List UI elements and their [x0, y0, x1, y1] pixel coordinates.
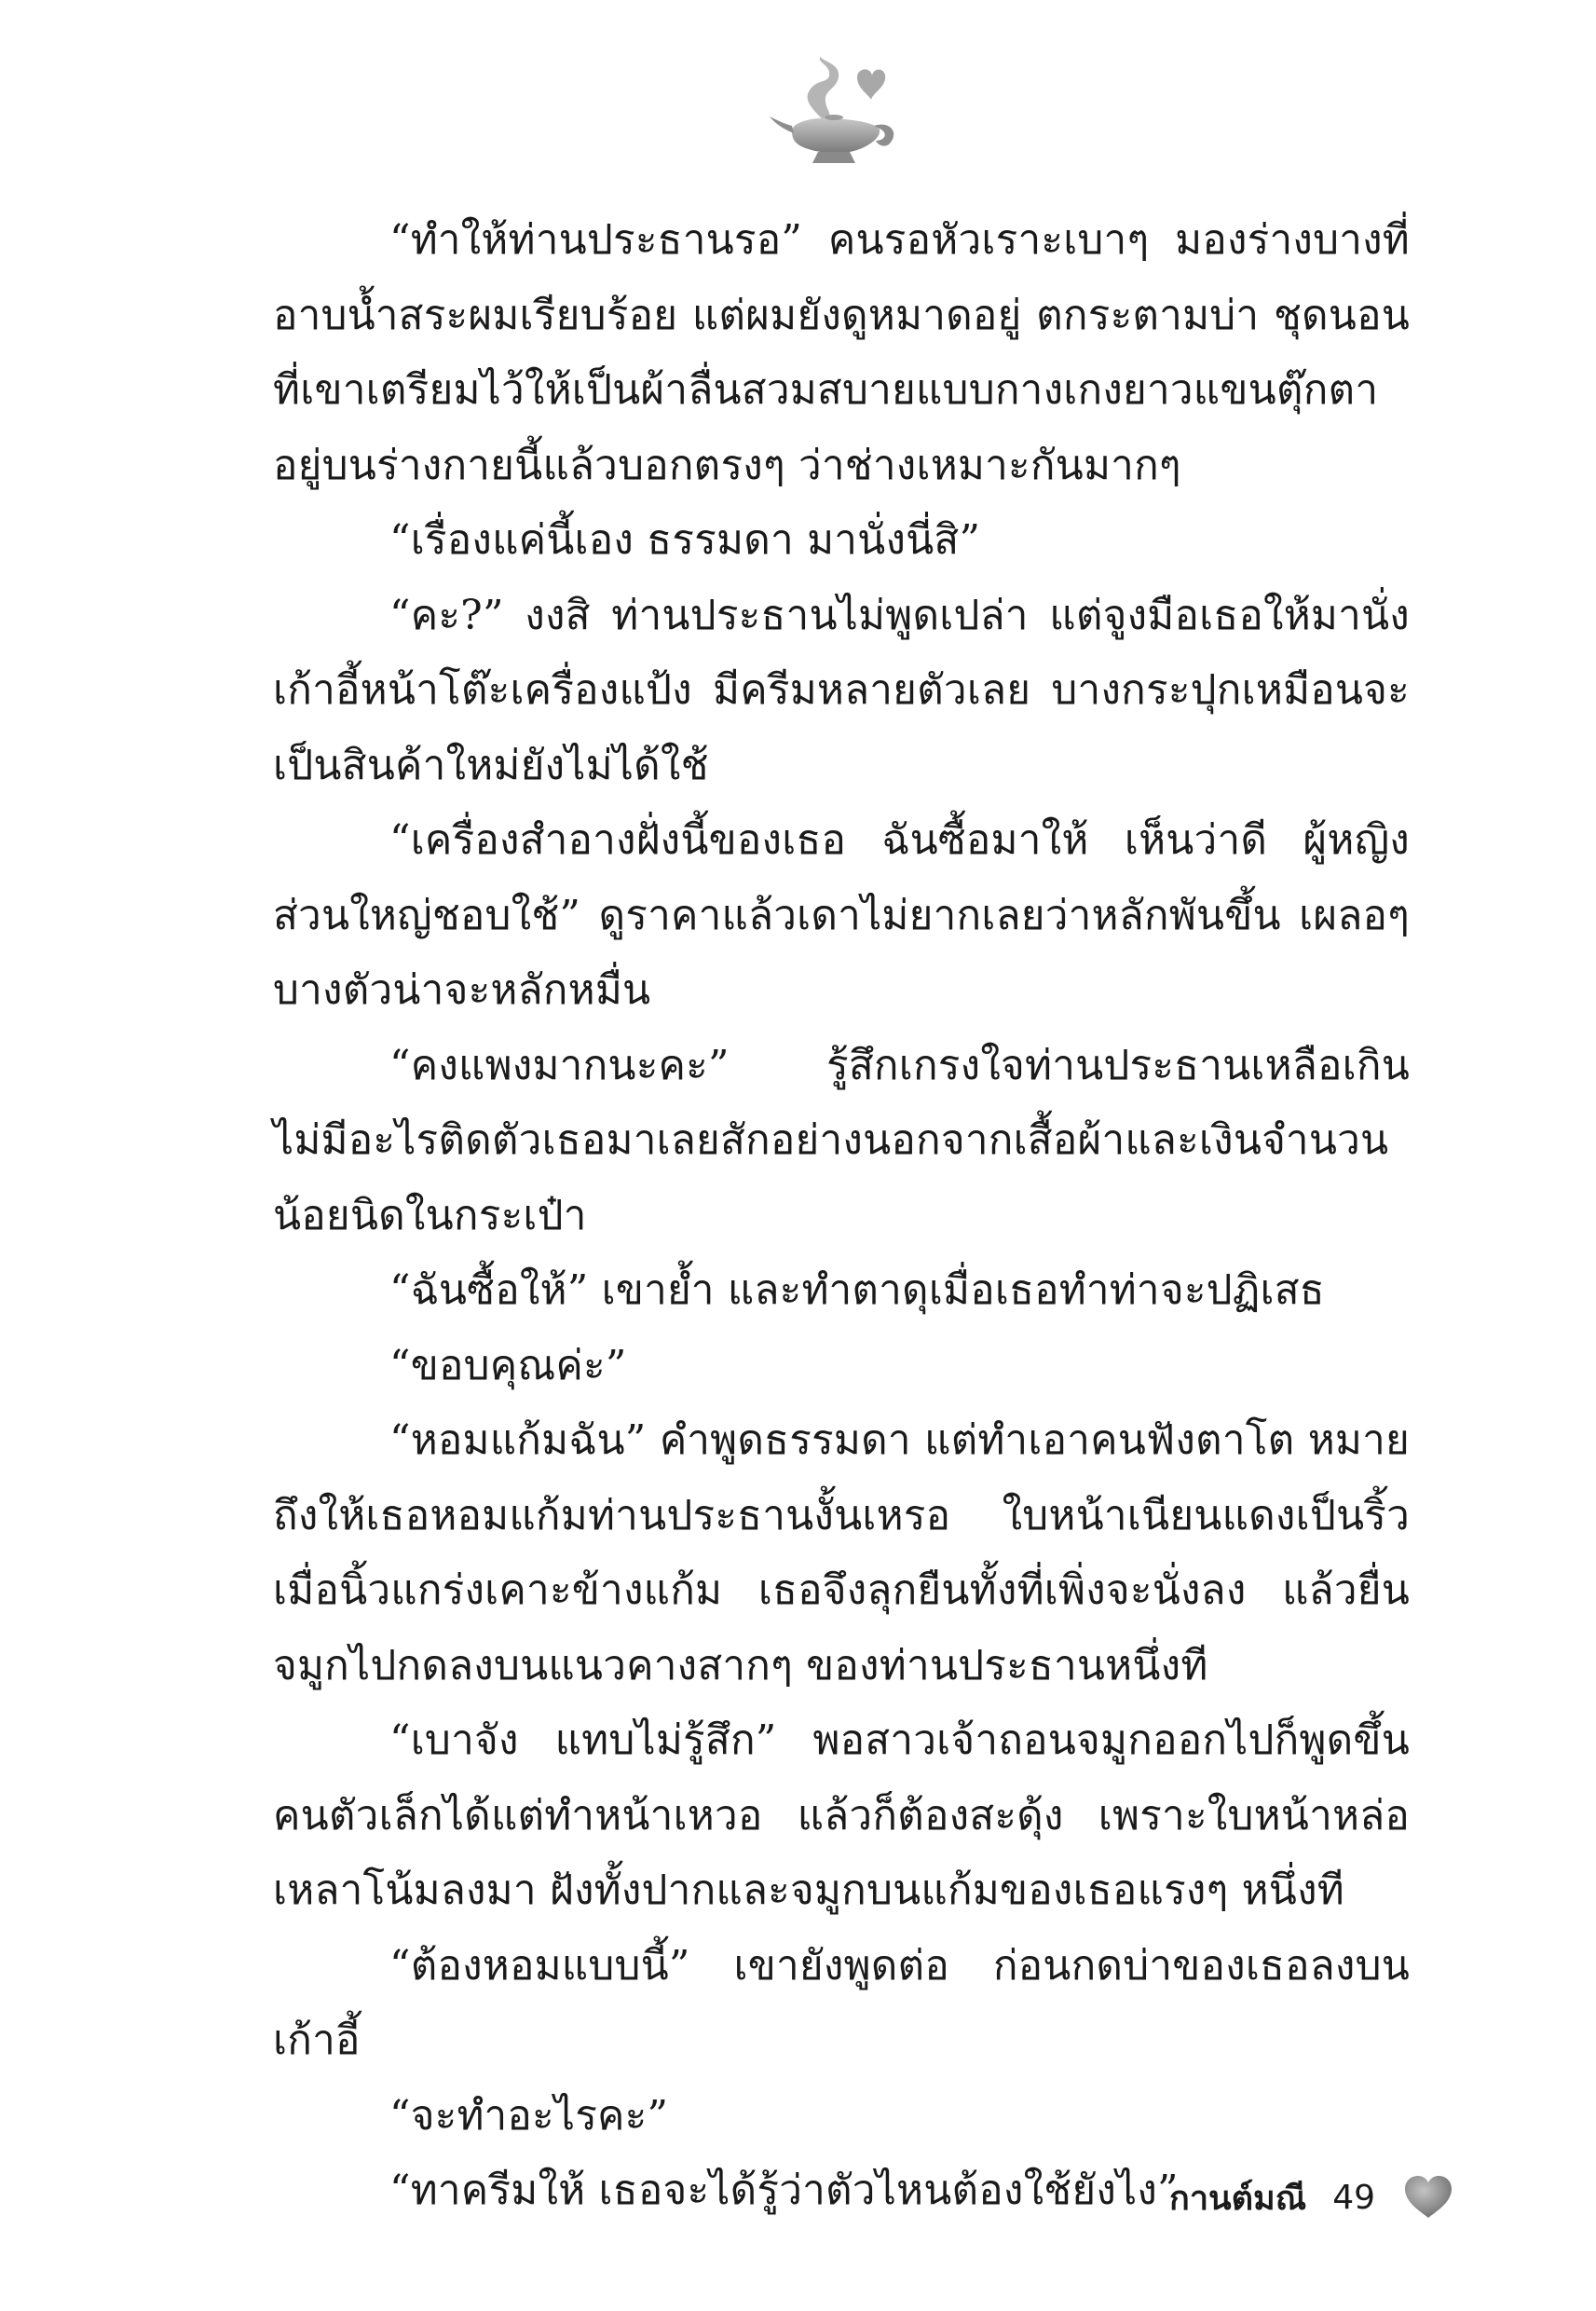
genie-lamp-icon — [764, 51, 904, 172]
paragraph: “ฉันซื้อให้” เขาย้ำ และทำตาดุเมื่อเธอทำท่าจะปฏิเสธ — [389, 1266, 1325, 1314]
author-name: กานต์มณี — [1169, 2179, 1307, 2218]
paragraph: “ทำให้ท่านประธานรอ” คนรอหัวเราะเบาๆ มองร่างบางที่อาบน้ำสระผมเรียบร้อย แต่ผมยังดูหมาดอยู่ ตกระตามบ่า ชุดนอนที่เขาเตรียมไว้ให้เป็นผ้าลื่นสวมสบายแบบกางเกงยาวแขนตุ๊กตา อยู่บนร่างกายนี้แล้วบอกตรงๆ ว่าช่างเหมาะกันมากๆ — [273, 216, 1410, 489]
main-text — [273, 203, 1410, 2229]
paragraph: “ทาครีมให้ เธอจะได้รู้ว่าตัวไหนต้องใช้ยังไง” — [389, 2167, 1179, 2214]
paragraph: “เบาจัง แทบไม่รู้สึก” พอสาวเจ้าถอนจมูกออกไปก็พูดขึ้นคนตัวเล็กได้แต่ทำหน้าเหวอ แล้วก็ต้องสะดุ้ง เพราะใบหน้าหล่อเหลาโน้มลงมา ฝังทั้งปากและจมูกบนแก้มของเธอแรงๆ หนึ่งที — [273, 1716, 1410, 1914]
paragraph: “ขอบคุณค่ะ” — [389, 1341, 627, 1389]
paragraph: “เครื่องสำอางฝั่งนี้ของเธอ ฉันซื้อมาให้ เห็นว่าดี ผู้หญิงส่วนใหญ่ชอบใช้” ดูราคาแล้วเดาไม่ยากเลยว่าหลักพันขึ้น เผลอๆ บางตัวน่าจะหลักหมื่น — [273, 816, 1410, 1014]
paragraph: “คงแพงมากนะคะ” รู้สึกเกรงใจท่านประธานเหลือเกิน ไม่มีอะไรติดตัวเธอมาเลยสักอย่างนอกจากเสื้อผ้าและเงินจำนวนน้อยนิดในกระเป๋า — [273, 1041, 1410, 1239]
paragraph: “ต้องหอมแบบนี้” เขายังพูดต่อ ก่อนกดบ่าของเธอลงบนเก้าอี้ — [273, 1941, 1410, 2064]
page-number: 49 — [1332, 2178, 1375, 2217]
paragraph: “จะทำอะไรคะ” — [389, 2091, 669, 2140]
paragraph: “เรื่องแค่นี้เอง ธรรมดา มานั่งนี่สิ” — [389, 516, 981, 564]
paragraph: “คะ?” งงสิ ท่านประธานไม่พูดเปล่า แต่จูงมือเธอให้มานั่งเก้าอี้หน้าโต๊ะเครื่องแป้ง มีครีมหลายตัวเลย บางกระปุกเหมือนจะเป็นสินค้าใหม่ยังไม่ได้ใช้ — [273, 591, 1410, 789]
heart-icon — [1403, 2175, 1453, 2220]
page-footer — [1081, 2169, 1453, 2225]
paragraph: “หอมแก้มฉัน” คำพูดธรรมดา แต่ทำเอาคนฟังตาโต หมายถึงให้เธอหอมแก้มท่านประธานงั้นเหรอ ใบหน้าเนียนแดงเป็นริ้วเมื่อนิ้วแกร่งเคาะข้างแก้ม เธอจึงลุกยืนทั้งที่เพิ่งจะนั่งลง แล้วยื่นจมูกไปกดลงบนแนวคางสากๆ ของท่านประธานหนึ่งที — [273, 1416, 1410, 1689]
